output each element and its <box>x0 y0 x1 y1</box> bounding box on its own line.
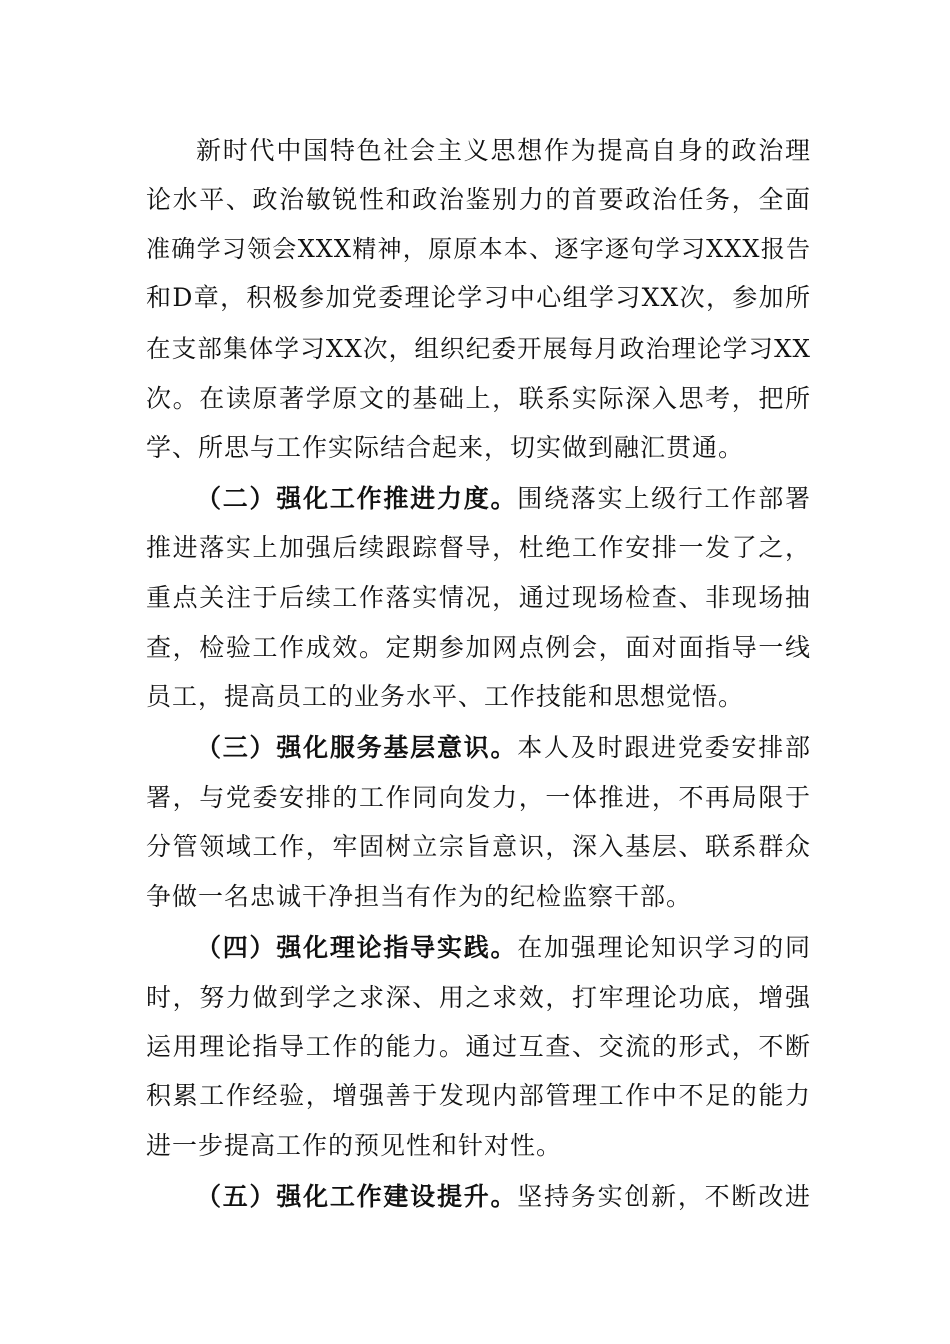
section-heading: （三）强化服务基层意识。 <box>196 733 518 762</box>
text-line: 积累工作经验，增强善于发现内部管理工作中不足的能力 <box>146 1081 811 1110</box>
text-line: 运用理论指导工作的能力。通过互查、交流的形式，不断 <box>146 1032 811 1061</box>
text-line: 推进落实上加强后续跟踪督导，杜绝工作安排一发了之， <box>146 533 811 562</box>
paragraph-first-line <box>196 725 811 771</box>
text-line: 查，检验工作成效。定期参加网点例会，面对面指导一线 <box>146 633 811 662</box>
text-line: 进一步提高工作的预见性和针对性。 <box>146 1131 563 1160</box>
text-line: 署，与党委安排的工作同向发力，一体推进，不再局限于 <box>146 783 811 812</box>
section-heading: （五）强化工作建设提升。 <box>196 1182 518 1211</box>
text-line: 准确学习领会XXX精神，原原本本、逐字逐句学习XXX报告 <box>146 235 811 263</box>
text-line: 论水平、政治敏锐性和政治鉴别力的首要政治任务，全面 <box>146 185 811 214</box>
section-heading: （二）强化工作推进力度。 <box>196 484 518 513</box>
text-line: 分管领域工作，牢固树立宗旨意识，深入基层、联系群众 <box>146 832 811 861</box>
heading-continuation: 围绕落实上级行工作部署 <box>517 484 811 513</box>
text-line: 学、所思与工作实际结合起来，切实做到融汇贯通。 <box>146 433 745 462</box>
heading-continuation: 坚持务实创新，不断改进 <box>517 1182 811 1211</box>
heading-continuation: 在加强理论知识学习的同 <box>517 933 811 962</box>
text-line: 员工，提高员工的业务水平、工作技能和思想觉悟。 <box>146 682 745 711</box>
text-line: 重点关注于后续工作落实情况，通过现场检查、非现场抽 <box>146 583 811 612</box>
paragraph-first-line <box>196 1174 811 1220</box>
text-line: 争做一名忠诚干净担当有作为的纪检监察干部。 <box>146 882 693 911</box>
paragraph-first-line <box>196 925 811 971</box>
text-line: 时，努力做到学之求深、用之求效，打牢理论功底，增强 <box>146 983 811 1012</box>
text-line: 在支部集体学习XX次，组织纪委开展每月政治理论学习XX <box>146 334 811 363</box>
text-line: 次。在读原著学原文的基础上，联系实际深入思考，把所 <box>146 384 811 413</box>
text-line: 新时代中国特色社会主义思想作为提高自身的政治理 <box>196 136 811 165</box>
text-line: 和D章，积极参加党委理论学习中心组学习XX次，参加所 <box>146 283 811 312</box>
paragraph-first-line <box>196 476 811 522</box>
heading-continuation: 本人及时跟进党委安排部 <box>517 733 811 762</box>
section-heading: （四）强化理论指导实践。 <box>196 933 518 962</box>
